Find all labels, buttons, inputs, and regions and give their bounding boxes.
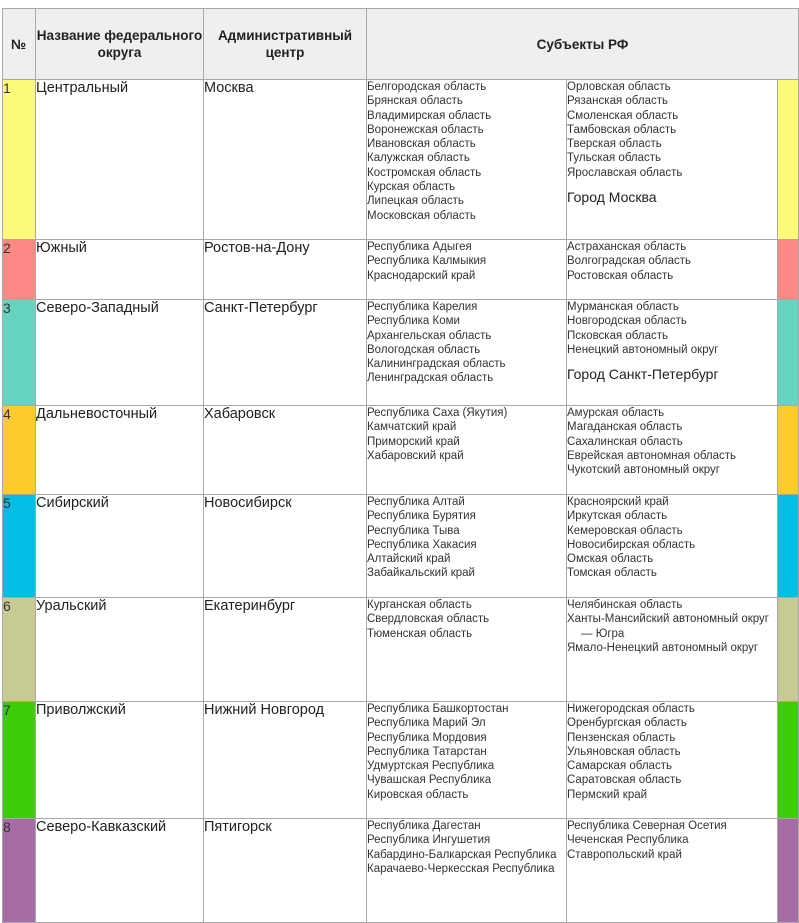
subject-item: Московская область — [367, 209, 476, 222]
subject-item: — Югра — [581, 627, 625, 640]
subjects-list-right — [567, 240, 778, 300]
district-name: Северо-Кавказский — [36, 819, 204, 923]
subject-item: Красноярский край — [567, 496, 669, 508]
district-name: Сибирский — [36, 495, 204, 598]
subject-item: Мурманская область — [567, 301, 679, 313]
subject-item: Сахалинская область — [567, 435, 683, 448]
subject-item: Республика Карелия — [367, 301, 478, 313]
subject-item: Новосибирская область — [567, 538, 696, 551]
subject-item: Саратовская область — [567, 774, 682, 787]
subject-item: Тамбовская область — [567, 123, 677, 136]
subjects-list-left — [367, 406, 567, 495]
subject-item: Республика Марий Эл — [367, 717, 486, 730]
district-color-strip — [778, 80, 799, 240]
subject-item: Кировская область — [367, 788, 469, 801]
subject-item: Нижегородская область — [567, 703, 695, 715]
subject-item: Псковская область — [567, 329, 668, 342]
subject-item: Ямало-Ненецкий автономный округ — [567, 641, 759, 654]
table-row — [3, 406, 799, 495]
district-name: Южный — [36, 240, 204, 300]
subject-item: Карачаево-Черкесская Республика — [367, 862, 555, 875]
subject-item: Магаданская область — [567, 421, 683, 434]
subjects-list-right — [567, 495, 778, 598]
subject-item: Ульяновская область — [567, 745, 681, 758]
subject-item: Владимирская область — [367, 109, 492, 122]
district-color-strip — [778, 406, 799, 495]
subject-item: Волгоградская область — [567, 255, 691, 268]
subject-item: Челябинская область — [567, 599, 683, 611]
subjects-list-left — [367, 80, 567, 240]
district-name: Дальневосточный — [36, 406, 204, 495]
district-color-strip — [778, 598, 799, 702]
subject-item: Курская область — [367, 181, 456, 194]
admin-center: Хабаровск — [204, 406, 367, 495]
district-number: 2 — [3, 240, 36, 300]
district-color-strip — [778, 702, 799, 819]
federal-districts-table — [2, 8, 799, 923]
admin-center: Ростов-на-Дону — [204, 240, 367, 300]
subject-item: Амурская область — [567, 407, 665, 419]
subject-item: Забайкальский край — [367, 567, 475, 580]
district-color-strip — [778, 240, 799, 300]
subjects-list-left — [367, 495, 567, 598]
subject-item: Томская область — [567, 567, 657, 580]
subjects-list-right — [567, 406, 778, 495]
federal-city: Город Москва — [567, 189, 657, 206]
subject-item: Калининградская область — [367, 358, 506, 371]
subject-item: Новгородская область — [567, 315, 687, 328]
subject-item: Ханты-Мансийский автономный округ — [567, 613, 769, 626]
subjects-list-right — [567, 300, 778, 406]
district-color-strip — [778, 495, 799, 598]
subject-item: Рязанская область — [567, 95, 668, 108]
subjects-list-left — [367, 240, 567, 300]
subject-item: Республика Саха (Якутия) — [367, 407, 508, 419]
subject-item: Республика Ингушетия — [367, 834, 491, 847]
subject-item: Белгородская область — [367, 81, 487, 93]
subjects-list-right — [567, 80, 778, 240]
subject-item: Омская область — [567, 553, 654, 566]
subject-item: Республика Дагестан — [367, 820, 481, 832]
federal-city: Город Санкт-Петербург — [567, 366, 719, 383]
header-district-name: Название федерального округа — [36, 9, 204, 80]
district-number: 4 — [3, 406, 36, 495]
subject-item: Республика Коми — [367, 315, 460, 328]
subject-item: Архангельская область — [367, 329, 492, 342]
subject-item: Камчатский край — [367, 421, 457, 434]
admin-center: Москва — [204, 80, 367, 240]
subject-item: Еврейская автономная область — [567, 449, 737, 462]
header-admin-center: Административный центр — [204, 9, 367, 80]
subject-item: Республика Калмыкия — [367, 255, 487, 268]
subject-item: Ненецкий автономный округ — [567, 343, 719, 356]
subject-item: Иркутская область — [567, 510, 668, 523]
district-number: 1 — [3, 80, 36, 240]
subject-item: Чувашская Республика — [367, 774, 492, 787]
subject-item: Ивановская область — [367, 138, 476, 151]
subject-item: Тюменская область — [367, 627, 473, 640]
subjects-list-left — [367, 598, 567, 702]
admin-center: Новосибирск — [204, 495, 367, 598]
admin-center: Екатеринбург — [204, 598, 367, 702]
subject-item: Кемеровская область — [567, 524, 683, 537]
subject-item: Удмуртская Республика — [367, 760, 495, 773]
subject-item: Хабаровский край — [367, 449, 464, 462]
subject-item: Ярославская область — [567, 166, 683, 179]
subject-item: Республика Хакасия — [367, 538, 477, 551]
subject-item: Республика Алтай — [367, 496, 465, 508]
subjects-list-left — [367, 819, 567, 923]
subject-item: Свердловская область — [367, 613, 490, 626]
header-num: № — [3, 9, 36, 80]
header-row — [3, 9, 799, 80]
district-color-strip — [778, 819, 799, 923]
admin-center: Санкт-Петербург — [204, 300, 367, 406]
subject-item: Ставропольский край — [567, 848, 682, 861]
district-color-strip — [778, 300, 799, 406]
subject-item: Республика Башкортостан — [367, 703, 509, 715]
subject-item: Калужская область — [367, 152, 470, 165]
subject-item: Брянская область — [367, 95, 463, 108]
subject-item: Тверская область — [567, 138, 662, 151]
subject-item: Курганская область — [367, 599, 472, 611]
district-number: 8 — [3, 819, 36, 923]
table-row — [3, 300, 799, 406]
subject-item: Алтайский край — [367, 553, 451, 566]
subject-item: Орловская область — [567, 81, 671, 93]
district-number: 6 — [3, 598, 36, 702]
subject-item: Костромская область — [367, 166, 482, 179]
subject-item: Смоленская область — [567, 109, 679, 122]
admin-center: Пятигорск — [204, 819, 367, 923]
subjects-list-right — [567, 702, 778, 819]
subjects-list-right — [567, 819, 778, 923]
subject-item: Приморский край — [367, 435, 460, 448]
admin-center: Нижний Новгород — [204, 702, 367, 819]
district-number: 7 — [3, 702, 36, 819]
table-row — [3, 240, 799, 300]
district-number: 5 — [3, 495, 36, 598]
subject-item: Астраханская область — [567, 241, 687, 253]
district-number: 3 — [3, 300, 36, 406]
table-row — [3, 819, 799, 923]
subject-item: Пермский край — [567, 788, 648, 801]
subject-item: Пензенская область — [567, 731, 676, 744]
subject-item: Кабардино-Балкарская Республика — [367, 848, 557, 861]
subject-item: Республика Мордовия — [367, 731, 487, 744]
district-name: Северо-Западный — [36, 300, 204, 406]
district-name: Центральный — [36, 80, 204, 240]
subject-item: Липецкая область — [367, 195, 464, 208]
subject-item: Республика Бурятия — [367, 510, 476, 523]
subjects-list-left — [367, 702, 567, 819]
subject-item: Ленинградская область — [367, 372, 494, 385]
table-body — [3, 80, 799, 923]
subject-item: Республика Северная Осетия — [567, 820, 727, 832]
table-row — [3, 598, 799, 702]
district-name: Уральский — [36, 598, 204, 702]
subject-item: Оренбургская область — [567, 717, 687, 730]
subject-item: Республика Адыгея — [367, 241, 472, 253]
subject-item: Чукотский автономный округ — [567, 464, 720, 477]
subject-item: Воронежская область — [367, 123, 484, 136]
subject-item: Республика Татарстан — [367, 745, 487, 758]
table-row — [3, 702, 799, 819]
table-row — [3, 495, 799, 598]
subject-item: Самарская область — [567, 760, 672, 773]
subjects-list-right — [567, 598, 778, 702]
table-row — [3, 80, 799, 240]
subject-item: Тульская область — [567, 152, 662, 165]
subject-item: Краснодарский край — [367, 269, 476, 282]
subject-item: Чеченская Республика — [567, 834, 689, 847]
subject-item: Вологодская область — [367, 343, 481, 356]
subject-item: Ростовская область — [567, 269, 674, 282]
district-name: Приволжский — [36, 702, 204, 819]
subjects-list-left — [367, 300, 567, 406]
header-subjects: Субъекты РФ — [367, 9, 799, 80]
subject-item: Республика Тыва — [367, 524, 460, 537]
